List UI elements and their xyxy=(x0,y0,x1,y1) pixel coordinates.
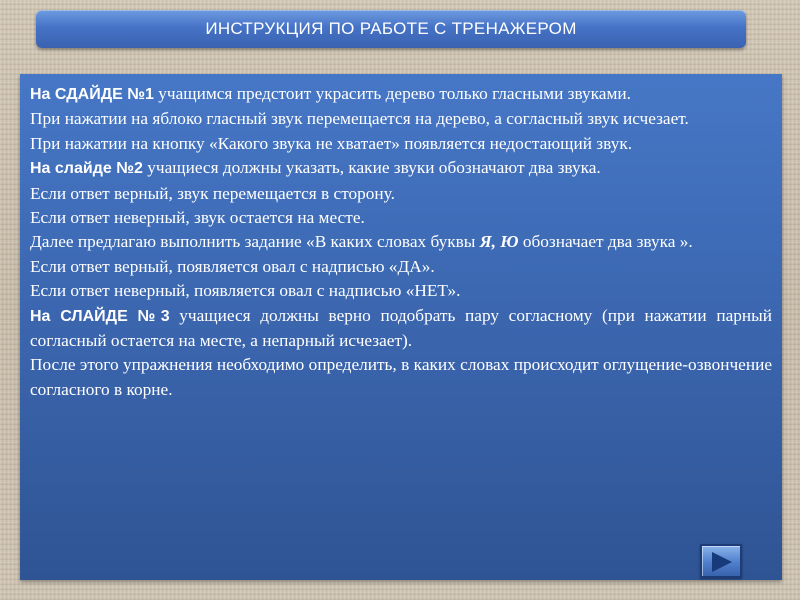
apple-click-text: При нажатии на яблоко гласный звук перемещается на дерево, а согласный звук исчезает. xyxy=(30,109,689,129)
slide-1-text: учащимся предстоит украсить дерево только гласными звуками. xyxy=(153,84,631,103)
paragraph-no-oval xyxy=(30,279,772,303)
paragraph-conclusion xyxy=(30,353,772,402)
slide-1-heading: На СДАЙДЕ №1 xyxy=(30,86,154,103)
yes-oval-text: Если ответ верный, появляется овал с надписью «ДА». xyxy=(30,256,435,276)
missing-sound-text: При нажатии на кнопку «Какого звука не хватает» появляется недостающий звук. xyxy=(30,133,633,153)
conclusion-text: После этого упражнения необходимо определить, в каких словах происходит оглущение-озвончение согласного в корне. xyxy=(30,355,772,399)
paragraph-yes-oval xyxy=(30,255,772,279)
paragraph-task xyxy=(30,230,772,254)
paragraph-slide-1 xyxy=(30,82,772,107)
wrong-stay-text: Если ответ неверный, звук остается на месте. xyxy=(30,208,365,228)
page-title: ИНСТРУКЦИЯ ПО РАБОТЕ С ТРЕНАЖЕРОМ xyxy=(205,19,577,38)
correct-move-text: Если ответ верный, звук перемещается в сторону. xyxy=(30,183,395,203)
slide-2-text: учащиеся должны указать, какие звуки обозначают два звука. xyxy=(142,158,601,178)
next-slide-button[interactable] xyxy=(700,544,742,578)
no-oval-text: Если ответ неверный, появляется овал с надписью «НЕТ». xyxy=(30,281,461,301)
paragraph-missing-sound xyxy=(30,132,772,156)
paragraph-wrong-stay xyxy=(30,206,772,230)
task-letters: Я, Ю xyxy=(479,232,519,252)
title-bar xyxy=(36,10,746,48)
paragraph-apple-click xyxy=(30,107,772,131)
slide-3-heading: На СЛАЙДЕ №3 xyxy=(30,307,170,325)
play-triangle-icon xyxy=(712,552,732,572)
task-text-after: обозначает два звука ». xyxy=(518,232,693,252)
instructions-box xyxy=(20,74,782,580)
slide-3-text: учащиеся должны верно подобрать пару согласному (при нажатии парный согласный остается на месте, а непарный исчезает). xyxy=(30,305,772,351)
paragraph-slide-2 xyxy=(30,156,772,181)
paragraph-slide-3 xyxy=(30,304,772,354)
slide-2-heading: На слайде №2 xyxy=(30,160,143,178)
task-text-before: Далее предлагаю выполнить задание «В каких словах буквы xyxy=(30,232,480,252)
paragraph-correct-move xyxy=(30,182,772,206)
